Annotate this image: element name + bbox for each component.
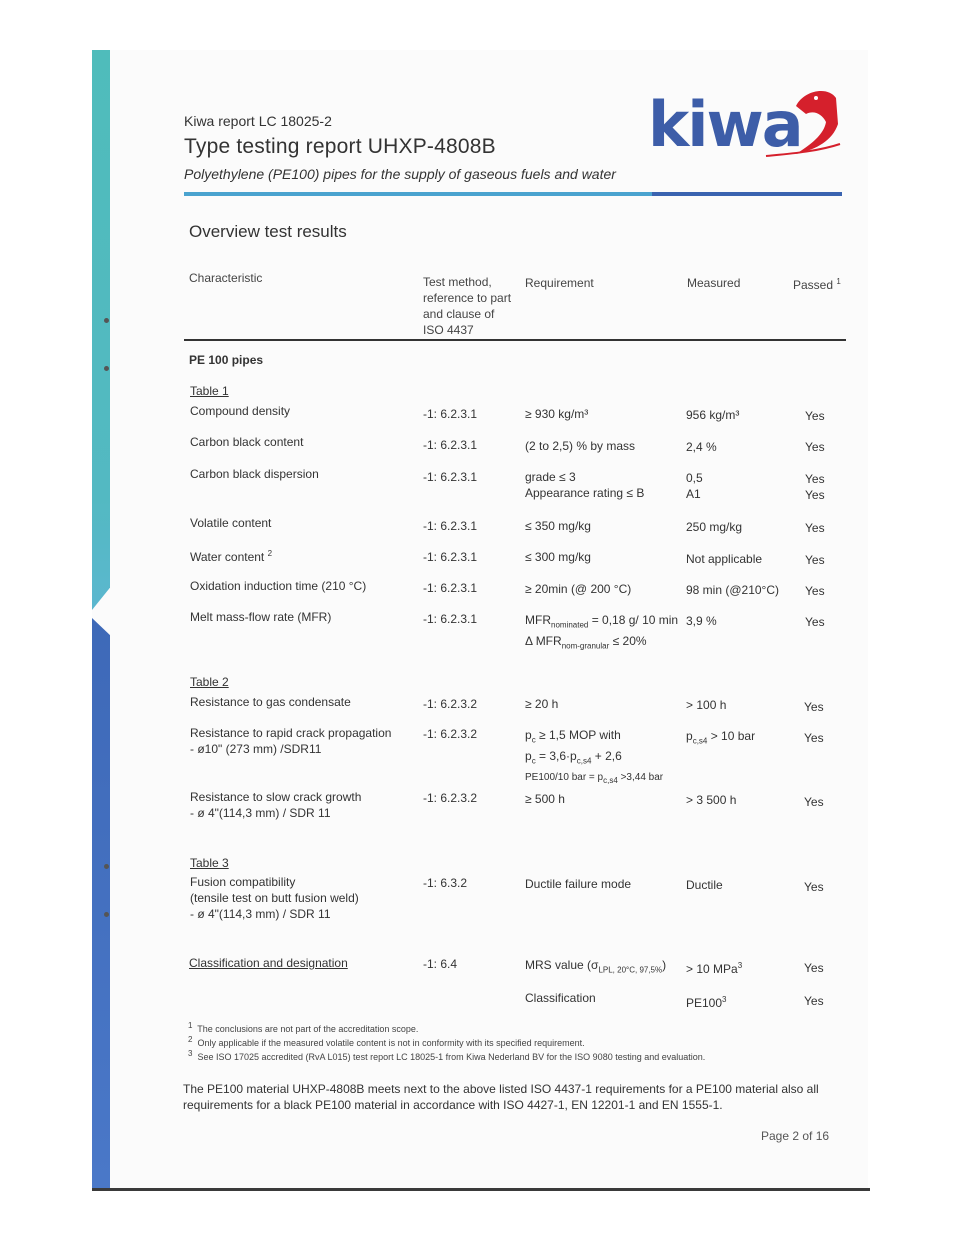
table1-label: Table 1 <box>190 384 229 398</box>
row-requirement: ≥ 20 h <box>525 697 559 711</box>
row-method: -1: 6.2.3.1 <box>423 438 478 452</box>
row-requirement: ≥ 930 kg/m³ <box>525 407 589 421</box>
section-title: Overview test results <box>189 222 347 241</box>
side-bar-blue <box>92 618 110 1190</box>
classification-passed: Yes <box>804 994 824 1008</box>
row-characteristic: Carbon black content <box>190 435 304 449</box>
row-method: -1: 6.3.2 <box>423 876 468 890</box>
classification-label: Classification and designation <box>189 956 348 970</box>
row-characteristic: Oxidation induction time (210 °C) <box>190 579 367 593</box>
row-measured: 3,9 % <box>686 614 717 628</box>
row-method: -1: 6.2.3.1 <box>423 470 478 484</box>
classification-method: -1: 6.4 <box>423 957 458 971</box>
page-number: Page 2 of 16 <box>761 1129 830 1143</box>
row-passed: Yes <box>805 440 825 454</box>
row-method: -1: 6.2.3.1 <box>423 612 478 626</box>
classification-requirement: Classification <box>525 991 596 1005</box>
mrs-passed: Yes <box>804 961 824 975</box>
side-bar-teal <box>92 50 110 610</box>
row-passed: Yes <box>804 731 824 745</box>
col-header-characteristic: Characteristic <box>189 271 263 285</box>
row-measured: $p_{c,s4} > 10$ bar <box>686 729 756 746</box>
row-passed: Yes <box>805 584 825 598</box>
footnote: $^1$ The conclusions are not part of the accreditation scope. <box>188 1021 419 1034</box>
row-method: -1: 6.2.3.2 <box>423 791 478 805</box>
row-passed: Yes <box>804 700 824 714</box>
row-measured: 0,5 A1 <box>686 471 703 501</box>
mrs-measured: > 10 MPa$^3$ <box>686 961 743 976</box>
group-label: PE 100 pipes <box>189 353 264 367</box>
col-header-method: Test method, reference to part and clause of ISO 4437 <box>423 275 512 337</box>
row-method: -1: 6.2.3.1 <box>423 581 478 595</box>
header-rule-teal <box>184 192 652 196</box>
classification-measured: $PE100^3$ <box>686 995 727 1010</box>
row-passed: Yes <box>805 553 825 567</box>
row-requirement: ≥ 20min (@ 200 °C) <box>525 582 632 596</box>
table3-label: Table 3 <box>190 856 229 870</box>
footnote: $^2$ Only applicable if the measured volatile content is not in conformity with its specified requirement. <box>188 1035 585 1048</box>
row-passed: Yes Yes <box>805 472 825 502</box>
row-passed: Yes <box>805 521 825 535</box>
row-measured: 956 kg/m³ <box>686 408 740 422</box>
row-requirement: ≤ 350 mg/kg <box>525 519 591 533</box>
punch-hole <box>104 318 109 323</box>
row-requirement: (2 to 2,5) % by mass <box>525 439 636 453</box>
row-characteristic: Resistance to gas condensate <box>190 695 351 709</box>
page-bottom-edge <box>92 1188 870 1191</box>
punch-hole <box>104 912 109 917</box>
punch-hole <box>104 366 109 371</box>
report-title: Type testing report UHXP-4808B <box>184 135 496 158</box>
punch-hole <box>104 864 109 869</box>
row-requirement: Ductile failure mode <box>525 877 632 891</box>
report-id: Kiwa report LC 18025-2 <box>184 113 332 129</box>
header-rule <box>184 339 846 341</box>
svg-text:kiwa: kiwa <box>648 88 802 158</box>
row-characteristic: Water content $^2$ <box>190 549 273 564</box>
row-passed: Yes <box>804 880 824 894</box>
row-characteristic: Compound density <box>190 404 291 418</box>
row-measured: 2,4 % <box>686 440 717 454</box>
row-characteristic: Carbon black dispersion <box>190 467 319 481</box>
col-header-requirement: Requirement <box>525 276 594 290</box>
row-method: -1: 6.2.3.2 <box>423 697 478 711</box>
row-method: -1: 6.2.3.1 <box>423 407 478 421</box>
row-measured: > 100 h <box>686 698 727 712</box>
row-characteristic: Melt mass-flow rate (MFR) <box>190 610 332 624</box>
row-passed: Yes <box>804 795 824 809</box>
mrs-requirement: MRS value $(\sigma_{LPL, 20^\circ C, 97,5\%})$ <box>525 958 667 975</box>
row-requirement: ≤ 300 mg/kg <box>525 550 591 564</box>
row-requirement: ≥ 500 h <box>525 792 565 806</box>
row-measured: 250 mg/kg <box>686 520 743 534</box>
row-method: -1: 6.2.3.1 <box>423 519 478 533</box>
table2-label: Table 2 <box>190 675 229 689</box>
col-header-passed: Passed $^1$ <box>793 277 841 292</box>
kiwa-logo <box>646 84 842 158</box>
row-method: -1: 6.2.3.2 <box>423 727 478 741</box>
summary-paragraph: The PE100 material UHXP-4808B meets next to the above listed ISO 4437-1 requirements for a PE100 material also all requirements for a black PE100 material in accordance with ISO 4427-1, EN 12201-1 and EN 1555-1. <box>183 1082 819 1112</box>
row-method: -1: 6.2.3.1 <box>423 550 478 564</box>
row-measured: Not applicable <box>686 552 763 566</box>
row-characteristic: Volatile content <box>190 516 272 530</box>
row-characteristic: Resistance to rapid crack propagation - ø10" (273 mm) /SDR11 <box>190 726 392 756</box>
footnote: $^3$ See ISO 17025 accredited (RvA L015) test report LC 18025-1 from Kiwa Nederland BV for the ISO 9080 testing and evaluation. <box>188 1049 706 1062</box>
row-requirement: grade ≤ 3 Appearance rating ≤ B <box>525 470 645 500</box>
row-passed: Yes <box>805 409 825 423</box>
header-rule-blue <box>652 192 842 196</box>
row-measured: > 3 500 h <box>686 793 737 807</box>
col-header-measured: Measured <box>687 276 741 290</box>
row-passed: Yes <box>805 615 825 629</box>
row-measured: Ductile <box>686 878 723 892</box>
report-subtitle: Polyethylene (PE100) pipes for the supply of gaseous fuels and water <box>184 166 616 182</box>
row-characteristic: Resistance to slow crack growth - ø 4"(114,3 mm) / SDR 11 <box>190 790 362 820</box>
row-requirement: $MFR_{nominated} = 0,18$ g/ 10 min Δ $MFR_{nom-granular} \le 20\%$ <box>525 613 679 651</box>
row-characteristic: Fusion compatibility (tensile test on butt fusion weld) - ø 4"(114,3 mm) / SDR 11 <box>190 875 359 921</box>
row-requirement: $p_c \ge 1,5$ MOP with $p_c = 3,6\cdot p_{c,s4} + 2,6$ PE100/10 bar = $p_{c,s4} >3,44$ bar <box>525 728 664 785</box>
row-measured: 98 min (@210°C) <box>686 583 780 597</box>
